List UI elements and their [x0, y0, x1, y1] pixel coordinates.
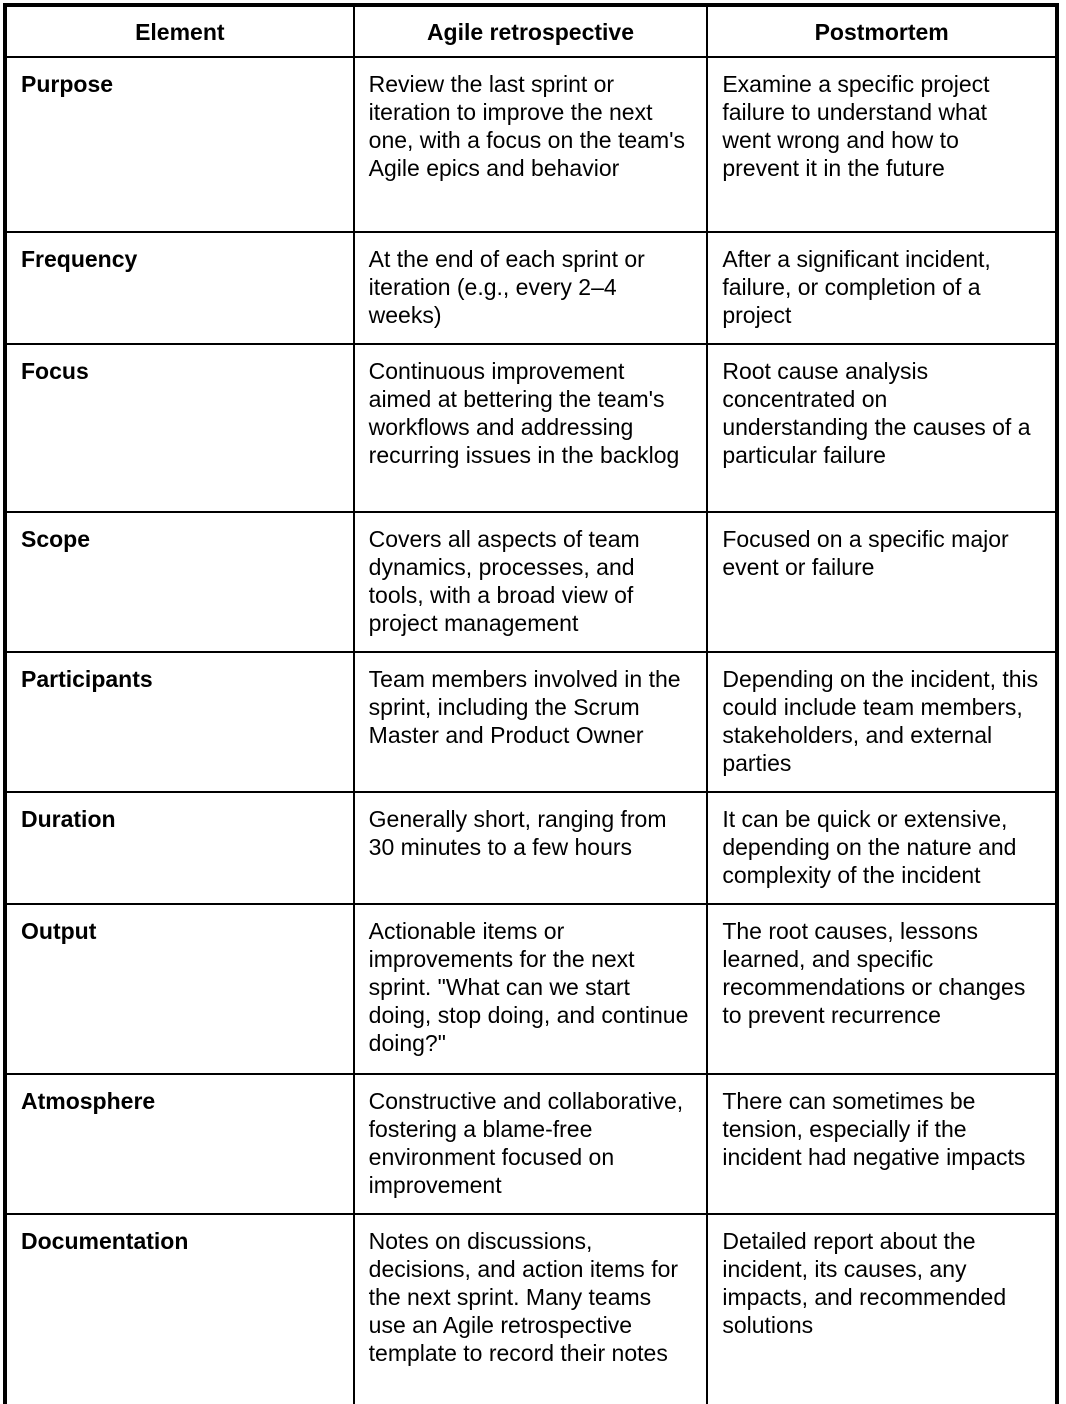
- table-row-participants: [5, 652, 1057, 792]
- agile-cell: Generally short, ranging from 30 minutes to a few hours: [354, 792, 708, 904]
- table-row-output: [5, 904, 1057, 1074]
- row-label: Atmosphere: [5, 1074, 354, 1214]
- row-label: Documentation: [5, 1214, 354, 1404]
- column-header-element: Element: [5, 5, 354, 57]
- comparison-table: [3, 3, 1059, 1404]
- agile-cell: Covers all aspects of team dynamics, processes, and tools, with a broad view of project management: [354, 512, 708, 652]
- agile-cell: Team members involved in the sprint, including the Scrum Master and Product Owner: [354, 652, 708, 792]
- postmortem-cell: The root causes, lessons learned, and specific recommendations or changes to prevent recurrence: [707, 904, 1057, 1074]
- agile-cell: Continuous improvement aimed at bettering the team's workflows and addressing recurring issues in the backlog: [354, 344, 708, 512]
- agile-cell: Actionable items or improvements for the next sprint. "What can we start doing, stop doing, and continue doing?": [354, 904, 708, 1074]
- row-label: Focus: [5, 344, 354, 512]
- postmortem-cell: Root cause analysis concentrated on understanding the causes of a particular failure: [707, 344, 1057, 512]
- header-row: [5, 5, 1057, 57]
- table-row-documentation: [5, 1214, 1057, 1404]
- postmortem-cell: It can be quick or extensive, depending on the nature and complexity of the incident: [707, 792, 1057, 904]
- table-row-duration: [5, 792, 1057, 904]
- row-label: Duration: [5, 792, 354, 904]
- agile-cell: Notes on discussions, decisions, and action items for the next sprint. Many teams use an Agile retrospective template to record their notes: [354, 1214, 708, 1404]
- table-row-scope: [5, 512, 1057, 652]
- table-row-atmosphere: [5, 1074, 1057, 1214]
- agile-cell: Review the last sprint or iteration to improve the next one, with a focus on the team's Agile epics and behavior: [354, 57, 708, 232]
- row-label: Purpose: [5, 57, 354, 232]
- postmortem-cell: There can sometimes be tension, especially if the incident had negative impacts: [707, 1074, 1057, 1214]
- agile-cell: At the end of each sprint or iteration (e.g., every 2–4 weeks): [354, 232, 708, 344]
- postmortem-cell: After a significant incident, failure, or completion of a project: [707, 232, 1057, 344]
- table-row-frequency: [5, 232, 1057, 344]
- row-label: Participants: [5, 652, 354, 792]
- row-label: Scope: [5, 512, 354, 652]
- postmortem-cell: Examine a specific project failure to understand what went wrong and how to prevent it in the future: [707, 57, 1057, 232]
- row-label: Frequency: [5, 232, 354, 344]
- postmortem-cell: Focused on a specific major event or failure: [707, 512, 1057, 652]
- column-header-agile-retrospective: Agile retrospective: [354, 5, 708, 57]
- row-label: Output: [5, 904, 354, 1074]
- table-row-purpose: [5, 57, 1057, 232]
- column-header-postmortem: Postmortem: [707, 5, 1057, 57]
- agile-cell: Constructive and collaborative, fostering a blame-free environment focused on improvement: [354, 1074, 708, 1214]
- postmortem-cell: Depending on the incident, this could include team members, stakeholders, and external parties: [707, 652, 1057, 792]
- postmortem-cell: Detailed report about the incident, its causes, any impacts, and recommended solutions: [707, 1214, 1057, 1404]
- table-row-focus: [5, 344, 1057, 512]
